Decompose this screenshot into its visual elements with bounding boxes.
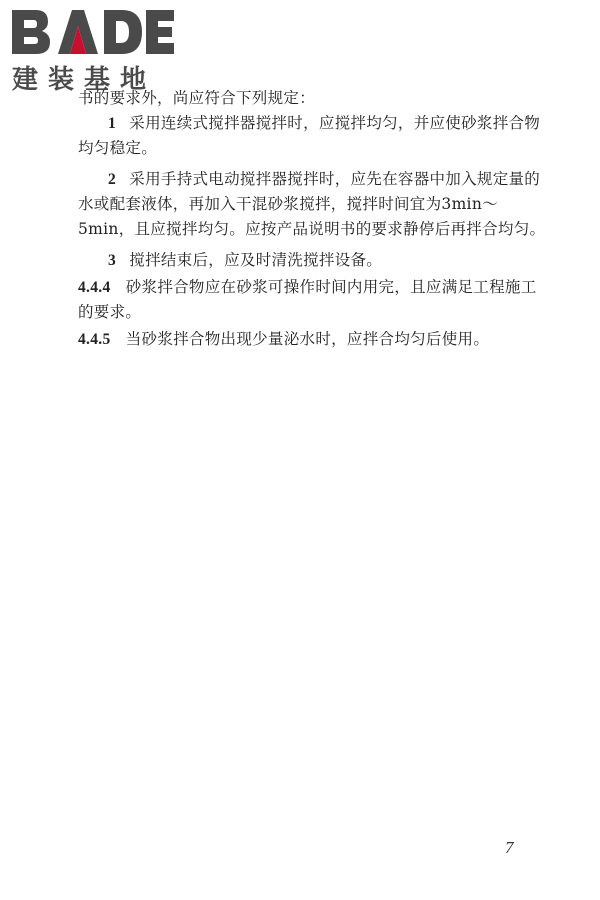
clause-number: 4.4.4 — [78, 279, 111, 296]
item-text: 搅拌结束后，应及时清洗搅拌设备。 — [129, 251, 383, 269]
item-text: 采用连续式搅拌器搅拌时，应搅拌均匀，并应使砂浆拌合物均匀稳定。 — [78, 114, 541, 157]
item-text: 采用手持式电动搅拌器搅拌时，应先在容器中加入规定量的水或配套液体，再加入干混砂浆搅拌，搅拌时间宜为3min～5min，且应搅拌均匀。应按产品说明书的要求静停后再拌合均匀。 — [78, 170, 546, 238]
list-item — [78, 111, 548, 161]
clause-paragraph — [78, 327, 548, 352]
item-number: 3 — [108, 252, 117, 269]
lead-paragraph: 书的要求外，尚应符合下列规定： — [78, 89, 316, 107]
clause-number: 4.4.5 — [78, 331, 111, 348]
list-item — [78, 167, 548, 242]
list-item — [78, 248, 548, 273]
clause-text: 砂浆拌合物应在砂浆可操作时间内用完，且应满足工程施工的要求。 — [78, 278, 537, 321]
clause-text: 当砂浆拌合物出现少量泌水时，应拌合均匀后使用。 — [125, 330, 490, 348]
item-number: 1 — [108, 115, 117, 132]
watermark-logo — [8, 4, 176, 96]
document-body — [78, 86, 548, 352]
clause-paragraph — [78, 275, 548, 325]
item-number: 2 — [108, 171, 117, 188]
watermark-subtitle: 建装基地 — [12, 65, 157, 95]
page-number: 7 — [505, 838, 514, 857]
